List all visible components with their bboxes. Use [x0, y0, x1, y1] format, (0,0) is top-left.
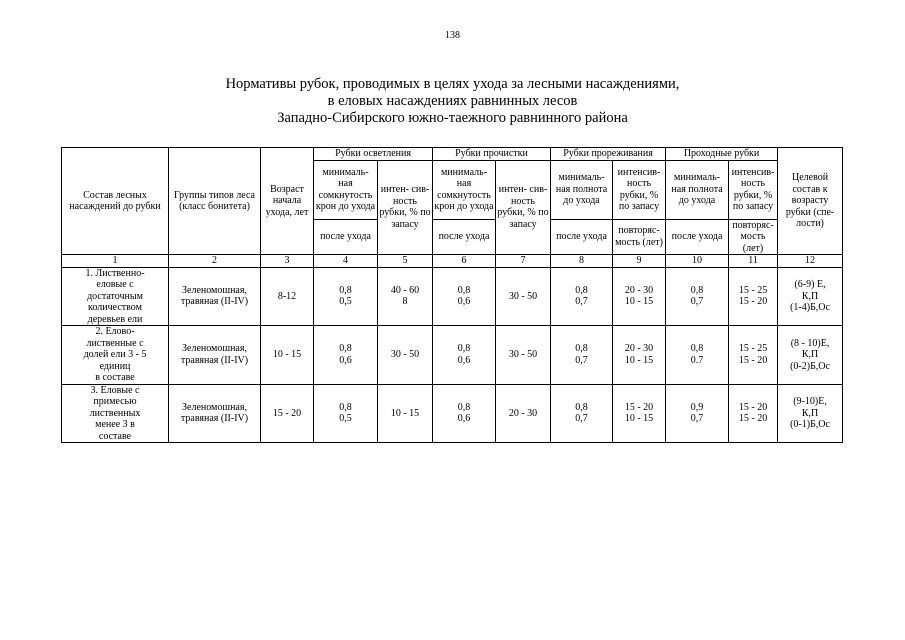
cell-line: 0,8: [457, 284, 471, 296]
cell-prohod-fullness: [666, 326, 729, 385]
cell-line: 0,5: [339, 413, 352, 425]
header-proch-after: после ухода: [433, 219, 496, 255]
column-number: 5: [378, 255, 433, 268]
header-composition: Состав лесных насаждений до рубки: [62, 148, 169, 255]
cell-osv-density: [314, 267, 378, 326]
column-number: 1: [62, 255, 169, 268]
cell-line: 0,8: [457, 343, 471, 355]
cell-line: 10 - 15: [390, 407, 420, 419]
header-proch-min-density: минималь- ная сомкнутость крон до ухода: [433, 160, 496, 219]
header-group-prohodnye: Проходные рубки: [666, 148, 778, 161]
cell-osv-intensity: [378, 384, 433, 443]
header-prorezh-min-fullness: минималь- ная полнота до ухода: [551, 160, 613, 219]
cell-line: менее 3 в: [95, 419, 135, 430]
cell-line: 0,8: [457, 401, 471, 413]
cell-proch-density: [433, 267, 496, 326]
cell-proch-density: [433, 326, 496, 385]
cell-start-age: [261, 384, 314, 443]
column-number: 8: [551, 255, 613, 268]
cell-line: 0,8: [690, 284, 704, 296]
cell-line: лиственных: [89, 407, 141, 419]
cell-prohod-intensity: [729, 326, 778, 385]
header-osv-after: после ухода: [314, 219, 378, 255]
header-proch-intensity: интен- сив- ность рубки, % по запасу: [496, 160, 551, 255]
cell-line: 0.7: [690, 354, 704, 366]
cell-line: (8 - 10)Е,: [790, 337, 830, 349]
cell-line: 15 - 20: [738, 401, 768, 413]
cell-forest-type: [169, 326, 261, 385]
cell-line: 0,8: [339, 284, 352, 296]
cell-line: травяная (II-IV): [180, 413, 249, 425]
cell-start-age: [261, 267, 314, 326]
cell-line: 0,8: [339, 401, 352, 413]
cell-proch-intensity: [496, 267, 551, 326]
cell-composition: [62, 326, 169, 385]
cell-line: 20 - 30: [624, 284, 654, 296]
cell-line: 0,8: [690, 343, 704, 355]
cell-line: 0,6: [339, 354, 352, 366]
cell-line: 0,7: [575, 354, 588, 366]
cell-line: К,П: [801, 349, 819, 360]
column-number: 11: [729, 255, 778, 268]
page-number: 138: [445, 30, 460, 41]
header-prorezh-repeat: повторяс- мость (лет): [613, 219, 666, 255]
cell-line: (6-9) Е,: [794, 279, 826, 290]
cell-line: 0,8: [339, 343, 352, 355]
cell-line: 15 - 20: [738, 296, 768, 308]
cell-osv-intensity: [378, 326, 433, 385]
header-osv-min-density: минималь- ная сомкнутость крон до ухода: [314, 160, 378, 219]
cell-osv-density: [314, 384, 378, 443]
cell-line: 0,7: [575, 296, 588, 308]
column-number: 12: [778, 255, 843, 268]
header-prorezh-after: после ухода: [551, 219, 613, 255]
cell-line: лиственные с: [86, 337, 144, 349]
table-row: [62, 384, 843, 443]
cell-prohod-fullness: [666, 267, 729, 326]
cell-prohod-intensity: [729, 267, 778, 326]
cell-line: 8: [402, 296, 408, 308]
header-prohod-after: после ухода: [666, 219, 729, 255]
document-title: [0, 76, 905, 127]
cell-line: 20 - 30: [508, 407, 538, 419]
header-prohod-min-fullness: минималь- ная полнота до ухода: [666, 160, 729, 219]
cell-line: 30 - 50: [390, 349, 420, 360]
cell-proch-intensity: [496, 326, 551, 385]
header-start-age: Возраст начала ухода, лет: [261, 148, 314, 255]
cell-line: К,П: [801, 407, 819, 419]
cell-line: 30 - 50: [508, 290, 538, 302]
title-line-2: в еловых насаждениях равнинных лесов: [327, 93, 578, 109]
cell-line: количеством: [88, 302, 142, 313]
cell-line: достаточным: [87, 290, 143, 302]
cell-line: 10 - 15: [624, 296, 654, 308]
cell-line: 0,6: [457, 354, 471, 366]
cell-line: 20 - 30: [624, 343, 654, 355]
cell-line: 8-12: [277, 290, 297, 302]
cell-target-composition: [778, 326, 843, 385]
column-number: 9: [613, 255, 666, 268]
cell-line: 0,5: [339, 296, 352, 308]
cell-line: К,П: [801, 290, 819, 302]
column-number: 4: [314, 255, 378, 268]
cell-line: Зеленомошная,: [182, 343, 247, 355]
header-osv-intensity: интен- сив- ность рубки, % по запасу: [378, 160, 433, 255]
cell-line: 15 - 20: [272, 407, 302, 419]
table-row: [62, 326, 843, 385]
cell-line: 0,8: [575, 401, 588, 413]
norms-table: [61, 147, 843, 443]
cell-prorezh-fullness: [551, 267, 613, 326]
cell-line: (9-10)Е,: [793, 396, 827, 407]
cell-prorezh-intensity: [613, 384, 666, 443]
cell-line: 15 - 20: [738, 354, 768, 366]
cell-line: 10 - 15: [272, 349, 302, 360]
cell-target-composition: [778, 267, 843, 326]
header-group-prochistka: Рубки прочистки: [433, 148, 551, 161]
header-group-prorezhivanie: Рубки прореживания: [551, 148, 666, 161]
cell-prohod-intensity: [729, 384, 778, 443]
cell-line: (1-4)Б,Ос: [790, 302, 830, 313]
cell-line: 0,6: [457, 413, 471, 425]
cell-line: 2. Елово-: [95, 326, 135, 337]
cell-line: 30 - 50: [508, 349, 538, 360]
cell-line: 15 - 25: [738, 284, 768, 296]
cell-line: травяная (II-IV): [180, 354, 249, 366]
column-number-row: [62, 255, 843, 268]
header-target-composition: Целевой состав к возрасту рубки (спе- лости): [778, 148, 843, 255]
cell-proch-density: [433, 384, 496, 443]
cell-line: 3. Еловые с: [90, 384, 140, 396]
table-row: [62, 267, 843, 326]
column-number: 6: [433, 255, 496, 268]
header-forest-type: Группы типов леса (класс бонитета): [169, 148, 261, 255]
cell-line: 40 - 60: [390, 284, 420, 296]
header-group-osvetlenie: Рубки осветления: [314, 148, 433, 161]
cell-osv-density: [314, 326, 378, 385]
column-number: 2: [169, 255, 261, 268]
cell-prorezh-intensity: [613, 326, 666, 385]
cell-line: 0,7: [690, 413, 704, 425]
title-line-3: Западно-Сибирского южно-таежного равнинного района: [277, 110, 628, 126]
cell-line: 15 - 20: [624, 401, 654, 413]
cell-proch-intensity: [496, 384, 551, 443]
cell-line: 0,6: [457, 296, 471, 308]
cell-line: 10 - 15: [624, 413, 654, 425]
cell-forest-type: [169, 267, 261, 326]
column-number: 3: [261, 255, 314, 268]
cell-line: примесью: [93, 396, 137, 407]
cell-line: Зеленомошная,: [182, 284, 247, 296]
header-prohod-repeat: повторяс- мость (лет): [729, 219, 778, 255]
cell-line: (0-1)Б,Ос: [790, 419, 830, 430]
cell-line: 0,9: [690, 401, 704, 413]
cell-line: 15 - 25: [738, 343, 768, 355]
cell-prohod-fullness: [666, 384, 729, 443]
cell-prorezh-fullness: [551, 326, 613, 385]
cell-line: 0,8: [575, 284, 588, 296]
cell-line: составе: [98, 430, 132, 442]
cell-line: 10 - 15: [624, 354, 654, 366]
cell-osv-intensity: [378, 267, 433, 326]
cell-line: еловые с: [96, 279, 134, 290]
cell-prorezh-fullness: [551, 384, 613, 443]
cell-line: деревьев ели: [87, 313, 143, 325]
header-prorezh-intensity: интенсив- ность рубки, % по запасу: [613, 160, 666, 219]
title-line-1: Нормативы рубок, проводимых в целях ухода за лесными насаждениями,: [225, 76, 680, 92]
header-prohod-intensity: интенсив- ность рубки, % по запасу: [729, 160, 778, 219]
cell-line: 1. Лиственно-: [85, 267, 145, 279]
cell-line: Зеленомошная,: [182, 401, 247, 413]
cell-start-age: [261, 326, 314, 385]
cell-composition: [62, 384, 169, 443]
column-number: 7: [496, 255, 551, 268]
cell-line: (0-2)Б,Ос: [790, 360, 830, 372]
cell-target-composition: [778, 384, 843, 443]
cell-prorezh-intensity: [613, 267, 666, 326]
cell-line: единиц: [99, 360, 131, 372]
cell-line: 15 - 20: [738, 413, 768, 425]
cell-line: 0,7: [690, 296, 704, 308]
cell-line: травяная (II-IV): [180, 296, 249, 308]
cell-composition: [62, 267, 169, 326]
cell-forest-type: [169, 384, 261, 443]
cell-line: долей ели 3 - 5: [83, 349, 147, 360]
column-number: 10: [666, 255, 729, 268]
cell-line: в составе: [95, 372, 135, 383]
cell-line: 0,7: [575, 413, 588, 425]
cell-line: 0,8: [575, 343, 588, 355]
